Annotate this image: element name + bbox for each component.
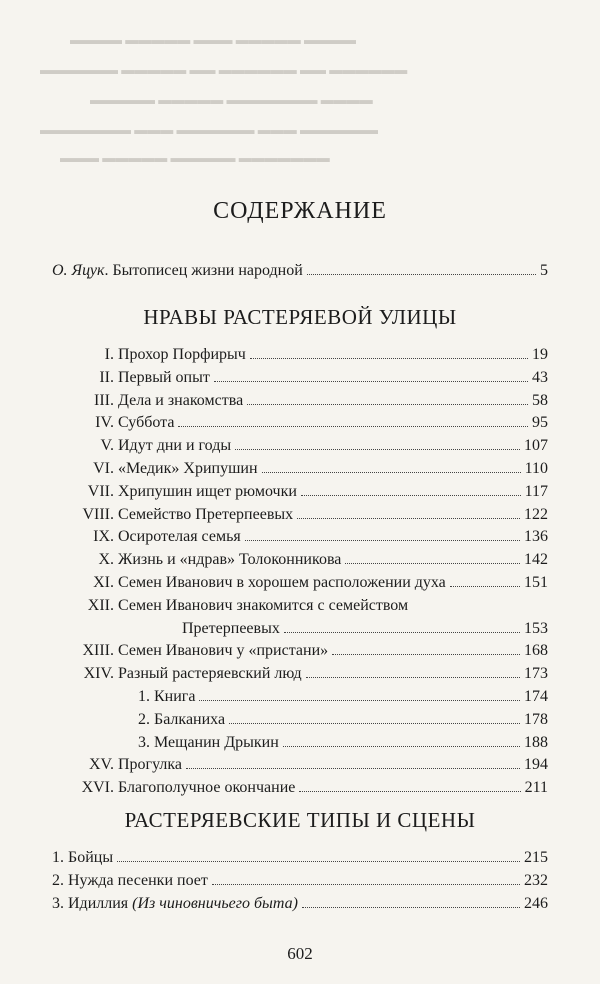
toc-page-number: 246: [524, 894, 548, 912]
toc-entry: [52, 460, 258, 478]
toc-entry: [52, 551, 341, 569]
toc-page-number: 110: [524, 460, 548, 477]
toc-row: [52, 845, 548, 867]
toc-entry: [52, 872, 208, 890]
toc-entry-title: Книга: [150, 688, 196, 705]
toc-page-number: 43: [532, 368, 548, 386]
bleed-through-texture: ▬▬▬▬ ▬▬▬▬▬ ▬▬▬ ▬▬▬▬▬ ▬▬▬▬ ▬▬▬▬▬▬ ▬▬ ▬▬▬▬▬▬ ▬▬ ▬▬▬▬▬ ▬▬▬▬▬▬ ▬▬▬▬ ▬▬▬▬▬▬▬ ▬▬▬▬▬ ▬▬▬▬▬ ▬▬▬▬▬▬ ▬▬▬ ▬▬▬▬▬▬ ▬▬▬ ▬▬▬▬▬▬▬ ▬▬▬▬▬▬▬ ▬▬▬▬▬ ▬▬▬▬▬ ▬▬▬: [40, 32, 408, 165]
toc-row: [52, 868, 548, 890]
toc-entry-number: XI.: [93, 574, 114, 591]
page-title: СОДЕРЖАНИЕ: [213, 198, 387, 224]
toc-entry: [52, 506, 293, 524]
toc-page-number: 136: [524, 528, 548, 546]
leader-dots: [186, 768, 520, 769]
toc-page-number: 211: [524, 779, 548, 797]
toc-entry-title: Идут дни и годы: [114, 437, 232, 455]
toc-entry-title: 1. Бойцы: [52, 849, 114, 866]
toc-row: [52, 775, 548, 797]
leader-dots: [199, 700, 520, 701]
leader-dots: [250, 358, 528, 359]
toc-entry-number: XVI.: [81, 779, 114, 797]
toc-row: [52, 638, 548, 660]
toc-page-number: 19: [532, 346, 548, 363]
toc-intro-text: . Бытописец жизни народной: [104, 262, 303, 279]
toc-row: [52, 593, 548, 615]
toc-entry-number: III.: [94, 391, 114, 409]
toc-entry: [52, 483, 297, 501]
leader-dots: [247, 404, 528, 405]
toc-page-number: 178: [524, 710, 548, 728]
toc-page-number: 95: [532, 414, 548, 432]
toc-row: [52, 410, 548, 432]
leader-dots: [262, 472, 521, 473]
toc-entry: [52, 688, 195, 706]
leader-dots: [297, 518, 520, 519]
toc-entry: [52, 895, 298, 913]
toc-entry: [52, 574, 446, 592]
leader-dots: [284, 632, 520, 633]
toc-entry: [52, 414, 174, 432]
toc-entry-title: Семен Иванович в хорошем расположении духа: [114, 574, 446, 591]
toc-row: [52, 616, 548, 638]
toc-page-number: 151: [524, 574, 548, 591]
toc-entry-title: Дела и знакомства: [114, 391, 244, 409]
toc-entry-number: VIII.: [82, 505, 114, 523]
leader-dots: [283, 746, 520, 747]
toc-page-number: 188: [524, 733, 548, 751]
toc-entry-title: Претерпеевых: [182, 619, 280, 637]
leader-dots: [214, 381, 528, 382]
toc-entry-number: 1.: [138, 688, 150, 705]
toc-row: [52, 707, 548, 729]
toc-entry-title: Осиротелая семья: [114, 528, 241, 546]
leader-dots: [245, 540, 520, 541]
toc-row: [52, 752, 548, 774]
toc-page-number: 142: [524, 551, 548, 569]
toc-entry-title: «Медик» Хрипушин: [114, 460, 258, 477]
toc-row: [52, 524, 548, 546]
toc-row: [52, 342, 548, 364]
toc-row: [52, 479, 548, 501]
leader-dots: [299, 791, 520, 792]
toc-entry-title: Разный растеряевский люд: [114, 665, 302, 683]
toc-page-number: 58: [532, 391, 548, 409]
toc-page-number: 122: [524, 505, 548, 523]
leader-dots: [301, 495, 521, 496]
toc-entry-number: 2.: [138, 710, 150, 728]
toc-intro-label: [52, 262, 303, 280]
toc-entry-title: Прохор Порфирыч: [114, 346, 246, 363]
toc-row: [52, 456, 548, 478]
toc-entry: [52, 528, 241, 546]
toc-row: [52, 891, 548, 913]
toc-intro-author: О. Яцук: [52, 262, 105, 279]
toc-entry: [52, 756, 182, 774]
leader-dots: [332, 654, 520, 655]
toc-row: [52, 547, 548, 569]
leader-dots: [235, 449, 520, 450]
toc-entry-number: 3.: [138, 733, 150, 751]
toc-entry-title: Первый опыт: [114, 368, 210, 386]
toc-entry: [52, 665, 302, 683]
toc-page-number: 173: [524, 665, 548, 683]
leader-dots: [117, 861, 520, 862]
toc-page-number: 232: [524, 871, 548, 889]
toc-page-number: 168: [524, 642, 548, 660]
toc-entry: [52, 779, 295, 797]
toc-entry-title: Семейство Претерпеевых: [114, 505, 294, 523]
toc-page-number: 215: [524, 849, 548, 866]
leader-dots: [307, 274, 536, 275]
toc-entry: [52, 620, 280, 638]
section-heading-2: РАСТЕРЯЕВСКИЕ ТИПЫ И СЦЕНЫ: [124, 808, 476, 832]
toc-row: [52, 730, 548, 752]
toc-entry-number: XV.: [88, 756, 114, 774]
toc-entry-title: Семен Иванович знакомится с семейством: [114, 596, 409, 614]
toc-entry-title: Балканиха: [150, 710, 226, 728]
toc-page-number: 5: [540, 262, 548, 279]
toc-page-number: 153: [524, 619, 548, 637]
toc-entry-title: Суббота: [114, 414, 175, 432]
toc-entry-title: 2. Нужда песенки поет: [52, 871, 208, 889]
leader-dots: [178, 426, 528, 427]
toc-entry: [52, 437, 231, 455]
toc-entry-number: VII.: [87, 482, 114, 500]
toc-page-number: 194: [524, 756, 548, 774]
toc-entry-number: XIV.: [83, 665, 114, 683]
toc-page-number: 117: [524, 482, 548, 500]
toc-entry-number: V.: [100, 437, 114, 455]
toc-page-number: 107: [524, 437, 548, 455]
toc-entry-number: II.: [99, 368, 114, 386]
toc-row: [52, 684, 548, 706]
toc-entry-title: Прогулка: [114, 756, 183, 774]
toc-row: [52, 661, 548, 683]
toc-row: [52, 388, 548, 410]
toc-entry-title: Благополучное окончание: [114, 779, 296, 797]
toc-page-number: 174: [524, 688, 548, 705]
toc-entry-number: VI.: [93, 460, 114, 477]
toc-row: [52, 570, 548, 592]
leader-dots: [229, 723, 520, 724]
toc-row: [52, 365, 548, 387]
toc-entry-title: Мещанин Дрыкин: [150, 733, 279, 751]
toc-entry-number: IV.: [95, 414, 114, 432]
toc-entry: [52, 597, 408, 615]
toc-entry-title: Хрипушин ищет рюмочки: [114, 482, 297, 500]
toc-row: [52, 433, 548, 455]
leader-dots: [302, 907, 520, 908]
toc-entry: [52, 849, 113, 867]
toc-entry: [52, 392, 243, 410]
toc-entry: [52, 711, 225, 729]
toc-row: [52, 502, 548, 524]
toc-entry: [52, 346, 246, 364]
leader-dots: [306, 677, 520, 678]
leader-dots: [345, 563, 520, 564]
toc-entry-title: Жизнь и «ндрав» Толоконникова: [114, 551, 342, 569]
toc-row: [52, 258, 548, 280]
toc-entry: [52, 369, 210, 387]
toc-entry-number: X.: [98, 551, 114, 569]
toc-entry-number: XIII.: [82, 642, 114, 660]
toc-entry-number: I.: [104, 346, 114, 363]
toc-entry-number: XII.: [87, 596, 114, 614]
toc-entry-title: 3. Идиллия: [52, 894, 133, 912]
leader-dots: [450, 586, 520, 587]
leader-dots: [212, 884, 520, 885]
toc-entry-number: IX.: [93, 528, 114, 546]
toc-entry: [52, 734, 279, 752]
section-heading-1: НРАВЫ РАСТЕРЯЕВОЙ УЛИЦЫ: [143, 305, 457, 329]
toc-entry-title: Семен Иванович у «пристани»: [114, 642, 329, 660]
toc-entry: [52, 642, 328, 660]
toc-entry-subtitle: (Из чиновничьего быта): [132, 894, 298, 912]
page-number: 602: [287, 944, 313, 963]
